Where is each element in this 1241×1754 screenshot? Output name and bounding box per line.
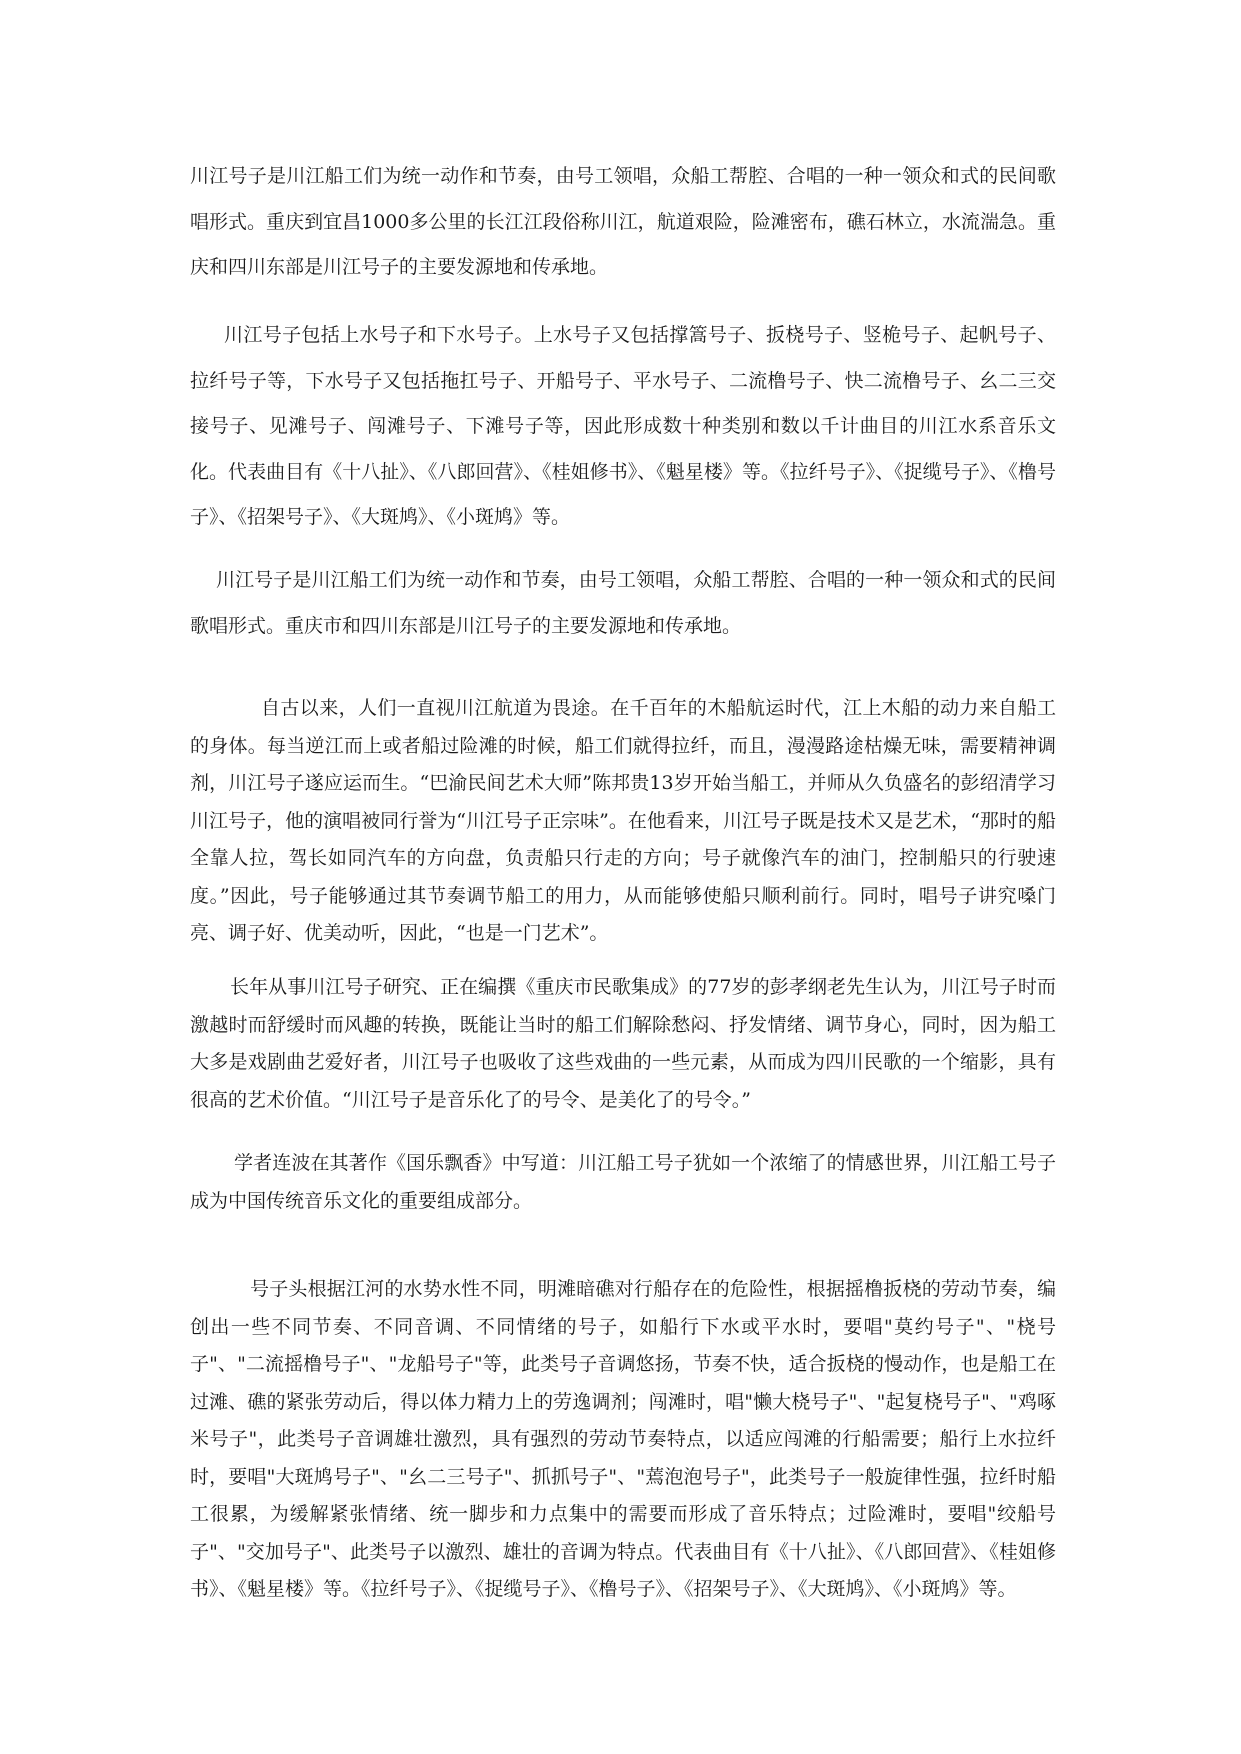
paragraph-haozi-types: 川江号子包括上水号子和下水号子。上水号子又包括撑篙号子、扳桡号子、竖桅号子、起帆号子、拉纤号子等，下水号子又包括拖扛号子、开船号子、平水号子、二流橹号子、快二流橹号子、幺二三交接号子、见滩号子、闯滩号子、下滩号子等，因此形成数十种类别和数以千计曲目的川江水系音乐文化。代表曲目有《十八扯》、《八郎回营》、《桂姐修书》、《魁星楼》等。《拉纤号子》、《捉缆号子》、《橹号子》、《招架号子》、《大斑鸠》、《小斑鸠》等。 (190, 324, 1056, 528)
paragraph-scholar: 学者连波在其著作《国乐飘香》中写道：川江船工号子犹如一个浓缩了的情感世界，川江船工号子成为中国传统音乐文化的重要组成部分。 (190, 1152, 1056, 1212)
paragraph-composition: 号子头根据江河的水势水性不同，明滩暗礁对行船存在的危险性，根据摇橹扳桡的劳动节奏，编创出一些不同节奏、不同音调、不同情绪的号子，如船行下水或平水时，要唱"莫约号子"、"桡号子"、"二流摇橹号子"、"龙船号子"等，此类号子音调悠扬，节奏不快，适合扳桡的慢动作，也是船工在过滩、礁的紧张劳动后，得以体力精力上的劳逸调剂；闯滩时，唱"懒大桡号子"、"起复桡号子"、"鸡啄米号子"，此类号子音调雄壮激烈，具有强烈的劳动节奏特点，以适应闯滩的行船需要；船行上水拉纤时，要唱"大斑鸠号子"、"幺二三号子"、抓抓号子"、"蔫泡泡号子"，此类号子一般旋律性强，拉纤时船工很累，为缓解紧张情绪、统一脚步和力点集中的需要而形成了音乐特点；过险滩时，要唱"绞船号子"、"交加号子"、此类号子以激烈、雄壮的音调为特点。代表曲目有《十八扯》、《八郎回营》、《桂姐修书》、《魁星楼》等。《拉纤号子》、《捉缆号子》、《橹号子》、《招架号子》、《大斑鸠》、《小斑鸠》等。 (190, 1278, 1056, 1600)
paragraph-intro: 川江号子是川江船工们为统一动作和节奏，由号工领唱，众船工帮腔、合唱的一种一领众和式的民间歌唱形式。重庆到宜昌1000多公里的长江江段俗称川江，航道艰险，险滩密布，礁石林立，水流湍急。重庆和四川东部是川江号子的主要发源地和传承地。 (190, 165, 1056, 278)
paragraph-intro-repeat: 川江号子是川江船工们为统一动作和节奏，由号工领唱，众船工帮腔、合唱的一种一领众和式的民间歌唱形式。重庆市和四川东部是川江号子的主要发源地和传承地。 (190, 569, 1056, 637)
paragraph-history: 自古以来，人们一直视川江航道为畏途。在千百年的木船航运时代，江上木船的动力来自船工的身体。每当逆江而上或者船过险滩的时候，船工们就得拉纤，而且，漫漫路途枯燥无味，需要精神调剂，川江号子遂应运而生。“巴渝民间艺术大师”陈邦贵13岁开始当船工，并师从久负盛名的彭绍清学习川江号子，他的演唱被同行誉为“川江号子正宗味”。在他看来，川江号子既是技术又是艺术，“那时的船全靠人拉，驾长如同汽车的方向盘，负责船只行走的方向；号子就像汽车的油门，控制船只的行驶速度。”因此，号子能够通过其节奏调节船工的用力，从而能够使船只顺利前行。同时，唱号子讲究嗓门亮、调子好、优美动听，因此，“也是一门艺术”。 (190, 697, 1056, 944)
paragraph-research: 长年从事川江号子研究、正在编撰《重庆市民歌集成》的77岁的彭孝纲老先生认为，川江号子时而激越时而舒缓时而风趣的转换，既能让当时的船工们解除愁闷、抒发情绪、调节身心，同时，因为船工大多是戏剧曲艺爱好者，川江号子也吸收了这些戏曲的一些元素，从而成为四川民歌的一个缩影，具有很高的艺术价值。“川江号子是音乐化了的号令、是美化了的号令。” (190, 976, 1056, 1111)
